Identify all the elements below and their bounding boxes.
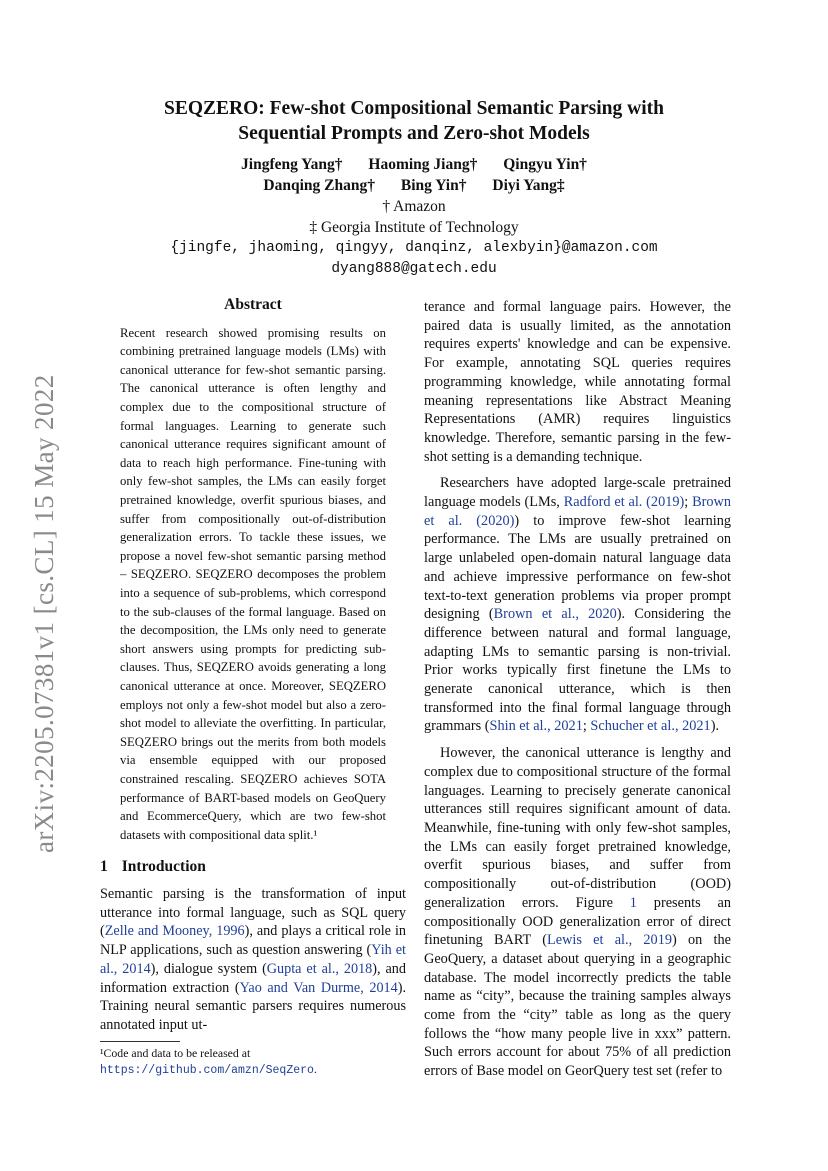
citation-link[interactable]: Yao and Van Durme, 2014 xyxy=(239,979,398,996)
author: Danqing Zhang† xyxy=(263,177,375,194)
citation-link[interactable]: Brown et al. (2020) xyxy=(424,494,731,529)
email-gatech: dyang888@gatech.edu xyxy=(331,261,497,277)
affiliation-amazon: † Amazon xyxy=(382,198,446,215)
title-line-1: SEQZERO: Few-shot Compositional Semantic Parsing with xyxy=(164,98,664,119)
paper-header xyxy=(0,96,828,280)
paper-title xyxy=(0,96,828,146)
paragraph-canonical-utterance: However, the canonical utterance is lengthy and complex due to compositional structure of the formal languages. Learning to precisely generate canonical utterances still requires significant amount of data. Meanwhile, fine-tuning with only few-shot samples, the LMs can easily forget pretrained knowledge, overfit spurious biases, and suffer from compositionally out-of-distribution (OOD) generalization errors. Figure 1 presents an compositionally OOD generalization error of direct finetuning BART (Lewis et al., 2019) on the GeoQuery, a dataset about querying in a geographic database. The model incorrectly predicts the table name as “city”, because the training samples always come from the “city” table as long as the query follows the “how many people live in xxx” pattern. Such errors account for about 75% of all prediction errors of Base model on GeorQuery test set (refer to xyxy=(424,745,731,1080)
citation-link[interactable]: Lewis et al., 2019 xyxy=(547,932,673,949)
paragraph-pretrained-lms: Researchers have adopted large-scale pretrained language models (LMs, Radford et al. (2019); Brown et al. (2020)) to improve few-shot learning performance. The LMs are usually pretrained on large unlabeled open-domain natural language data and achieve impressive performance on few-shot text-to-text generation problems via proper prompt designing (Brown et al., 2020). Considering the difference between natural and formal language, adapting LMs to semantic parsing is non-trivial. Prior works typically first finetune the LMs to generate canonical utterance, which is then transformed into the final formal language through grammars (Shin et al., 2021; Schucher et al., 2021). xyxy=(424,475,732,735)
author: Jingfeng Yang† xyxy=(241,156,343,173)
citation-link[interactable]: Gupta et al., 2018 xyxy=(266,960,373,977)
author: Diyi Yang‡ xyxy=(492,177,565,194)
author: Haoming Jiang† xyxy=(368,156,478,173)
section-number: 1 xyxy=(100,858,108,876)
abstract-heading: Abstract xyxy=(224,296,282,313)
paragraph-continued: terance and formal language pairs. However, the paired data is usually limited, as the annotation requires experts' knowledge and can be expensive. For example, annotating SQL queries requires programming knowledge, while annotating formal meaning representations like Abstract Meaning Representations (AMR) requires linguistics knowledge. Therefore, semantic parsing in the few-shot setting is a demanding technique. xyxy=(424,299,731,465)
citation-link[interactable]: Schucher et al., 2021 xyxy=(590,718,711,735)
affiliation-gatech: ‡ Georgia Institute of Technology xyxy=(309,219,519,236)
code-url-link[interactable]: https://github.com/amzn/SeqZero xyxy=(100,1064,314,1077)
figure-ref-link[interactable]: 1 xyxy=(629,894,637,911)
citation-link[interactable]: Shin et al., 2021 xyxy=(489,718,583,735)
email-amazon: {jingfe, jhaoming, qingyy, danqinz, alexbyin}@amazon.com xyxy=(170,240,658,256)
abstract-text: Recent research showed promising results on combining pretrained language models (LMs) with canonical utterance for few-shot semantic parsing. The canonical utterance is often lengthy and complex due to the compositional structure of formal languages. Learning to generate such canonical utterance requires significant amount of data to reach high performance. Fine-tuning with only few-shot samples, the LMs can easily forget pretrained knowledge, overfit spurious biases, and suffer from compositionally out-of-distribution generalization errors. To tackle these issues, we propose a novel few-shot semantic parsing method – SEQZERO. SEQZERO decomposes the problem into a sequence of sub-problems, which correspond to the sub-clauses of the formal language. Based on the decomposition, the LMs only need to generate short answers using prompts for predicting sub-clauses. Thus, SEQZERO avoids generating a long canonical utterance at once. Moreover, SEQZERO employs not only a few-shot model but also a zero-shot model to alleviate the overfitting. In particular, SEQZERO brings out the merits from both models via ensemble equipped with our proposed constrained rescaling. SEQZERO achieves SOTA performance of BART-based models on GeoQuery and EcommerceQuery, which are two few-shot datasets with compositional data split.¹ xyxy=(120,325,386,842)
citation-link[interactable]: Brown et al., 2020 xyxy=(493,606,617,623)
citation-link[interactable]: Zelle and Mooney, 1996 xyxy=(104,923,245,940)
footnote-rule xyxy=(100,1041,180,1042)
section-title: Introduction xyxy=(121,858,206,876)
left-column xyxy=(100,296,406,1035)
section-heading xyxy=(100,858,406,877)
citation-link[interactable]: Radford et al. (2019) xyxy=(563,494,685,511)
intro-paragraph: Semantic parsing is the transformation of input utterance into formal language, such as SQL query (Zelle and Mooney, 1996), and plays a critical role in NLP applications, such as question answering (Yih et al., 2014), dialogue system (Gupta et al., 2018), and information extraction (Yao and Van Durme, 2014). Training neural semantic parsers requires numerous annotated input ut- xyxy=(100,886,407,1033)
right-column xyxy=(424,298,731,1081)
citation-link[interactable]: Yih et al., 2014 xyxy=(100,942,406,977)
author-list xyxy=(0,154,828,196)
arxiv-stamp[interactable]: arXiv:2205.07381v1 [cs.CL] 15 May 2022 xyxy=(29,374,59,853)
footnote: ¹Code and data to be released at https://github.com/amzn/SeqZero. xyxy=(100,1046,317,1077)
title-line-2: Sequential Prompts and Zero-shot Models xyxy=(238,123,590,144)
author: Bing Yin† xyxy=(400,177,467,194)
author: Qingyu Yin† xyxy=(503,156,587,173)
